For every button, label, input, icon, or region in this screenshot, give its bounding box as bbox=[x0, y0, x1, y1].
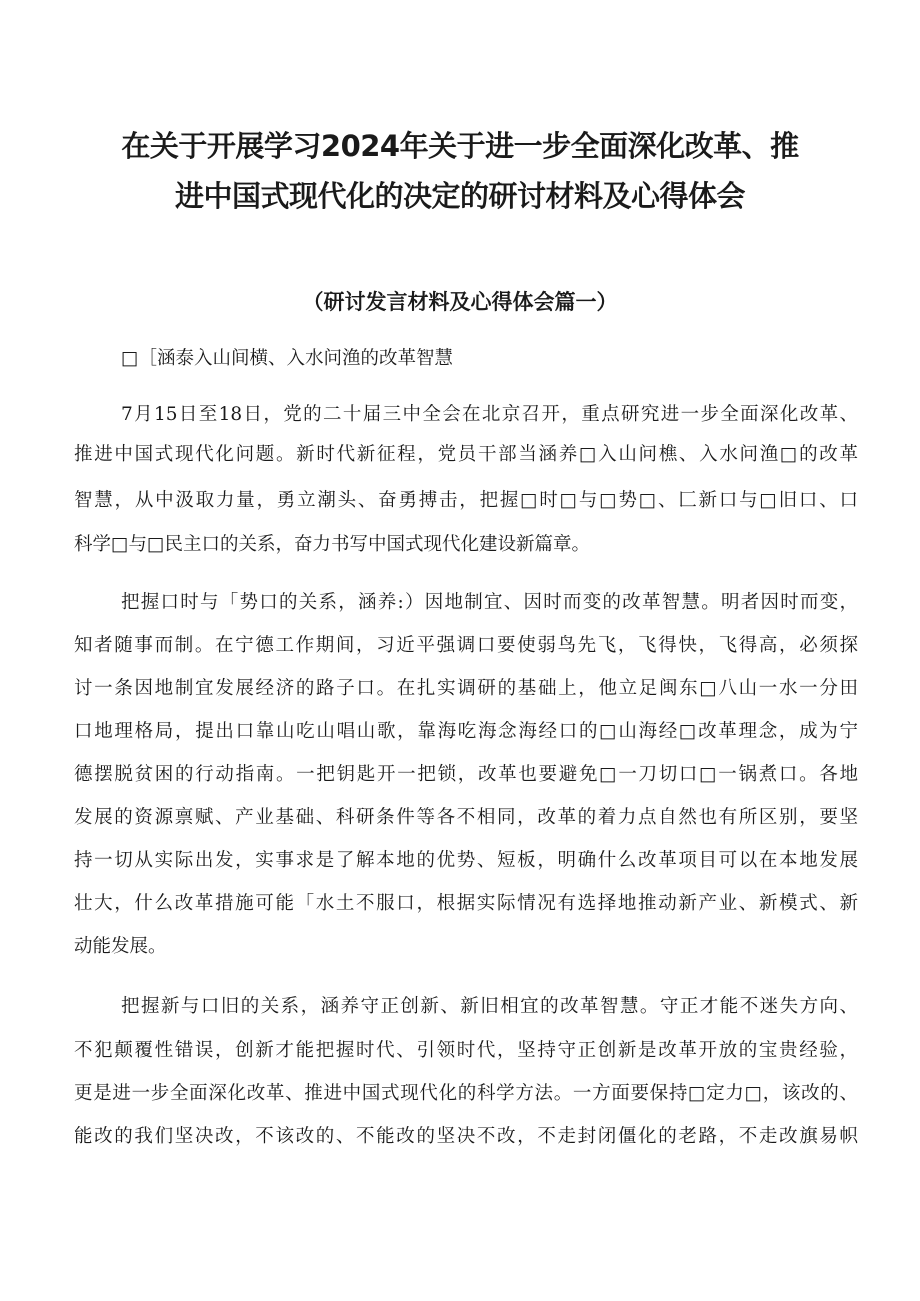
paragraph-line: 能改的我们坚决改，不该改的、不能改的坚决不改，不走封闭僵化的老路，不走改旗易帜 bbox=[74, 1126, 858, 1147]
paragraph-line: 智慧，从中汲取力量，勇立潮头、奋勇搏击，把握□时□与□势□、匚新口与□旧口、口 bbox=[74, 490, 858, 511]
paragraph-line: 科学□与□民主口的关系，奋力书写中国式现代化建设新篇章。 bbox=[74, 534, 590, 555]
paragraph-line: 口地理格局，提出口靠山吃山唱山歌，靠海吃海念海经口的□山海经□改革理念，成为宁 bbox=[74, 721, 858, 742]
paragraph-line: 把握口时与「势口的关系，涵养:）因地制宜、因时而变的改革智慧。明者因时而变， bbox=[121, 592, 858, 613]
paragraph-line: 持一切从实际出发，实事求是了解本地的优势、短板，明确什么改革项目可以在本地发展 bbox=[74, 850, 858, 871]
paragraph-line: 德摆脱贫困的行动指南。一把钥匙开一把锁，改革也要避免□一刀切口□一锅煮口。各地 bbox=[74, 764, 858, 785]
paragraph-line: 发展的资源禀赋、产业基础、科研条件等各不相同，改革的着力点自然也有所区别，要坚 bbox=[74, 807, 858, 828]
paragraph-line: 知者随事而制。在宁德工作期间，习近平强调口要使弱鸟先飞，飞得快，飞得高，必须探 bbox=[74, 635, 858, 656]
paragraph-line: 把握新与口旧的关系，涵养守正创新、新旧相宜的改革智慧。守正才能不迷失方向、 bbox=[121, 996, 858, 1017]
section-heading: □［涵泰入山间横、入水问渔的改革智慧 bbox=[121, 348, 453, 369]
paragraph-line: 推进中国式现代化问题。新时代新征程，党员干部当涵养□入山问樵、入水问渔□的改革 bbox=[74, 444, 858, 465]
document-title-line-2: 进中国式现代化的决定的研讨材料及心得体会 bbox=[174, 179, 745, 213]
paragraph-line: 更是进一步全面深化改革、推进中国式现代化的科学方法。一方面要保持□定力□，该改的、 bbox=[74, 1083, 858, 1104]
paragraph-line: 不犯颠覆性错误，创新才能把握时代、引领时代，坚持守正创新是改革开放的宝贵经验， bbox=[74, 1040, 858, 1061]
document-title-line-1: 在关于开展学习2024年关于进一步全面深化改革、推 bbox=[121, 129, 799, 163]
paragraph-line: 动能发展。 bbox=[74, 936, 167, 957]
paragraph-line: 7月15日至18日，党的二十届三中全会在北京召开，重点研究进一步全面深化改革、 bbox=[121, 404, 858, 425]
document-subtitle: （研讨发言材料及心得体会篇一） bbox=[302, 290, 618, 314]
paragraph-line: 壮大，什么改革措施可能「水土不服口，根据实际情况有选择地推动新产业、新模式、新 bbox=[74, 893, 858, 914]
paragraph-line: 讨一条因地制宜发展经济的路子口。在扎实调研的基础上，他立足闽东□八山一水一分田 bbox=[74, 678, 858, 699]
